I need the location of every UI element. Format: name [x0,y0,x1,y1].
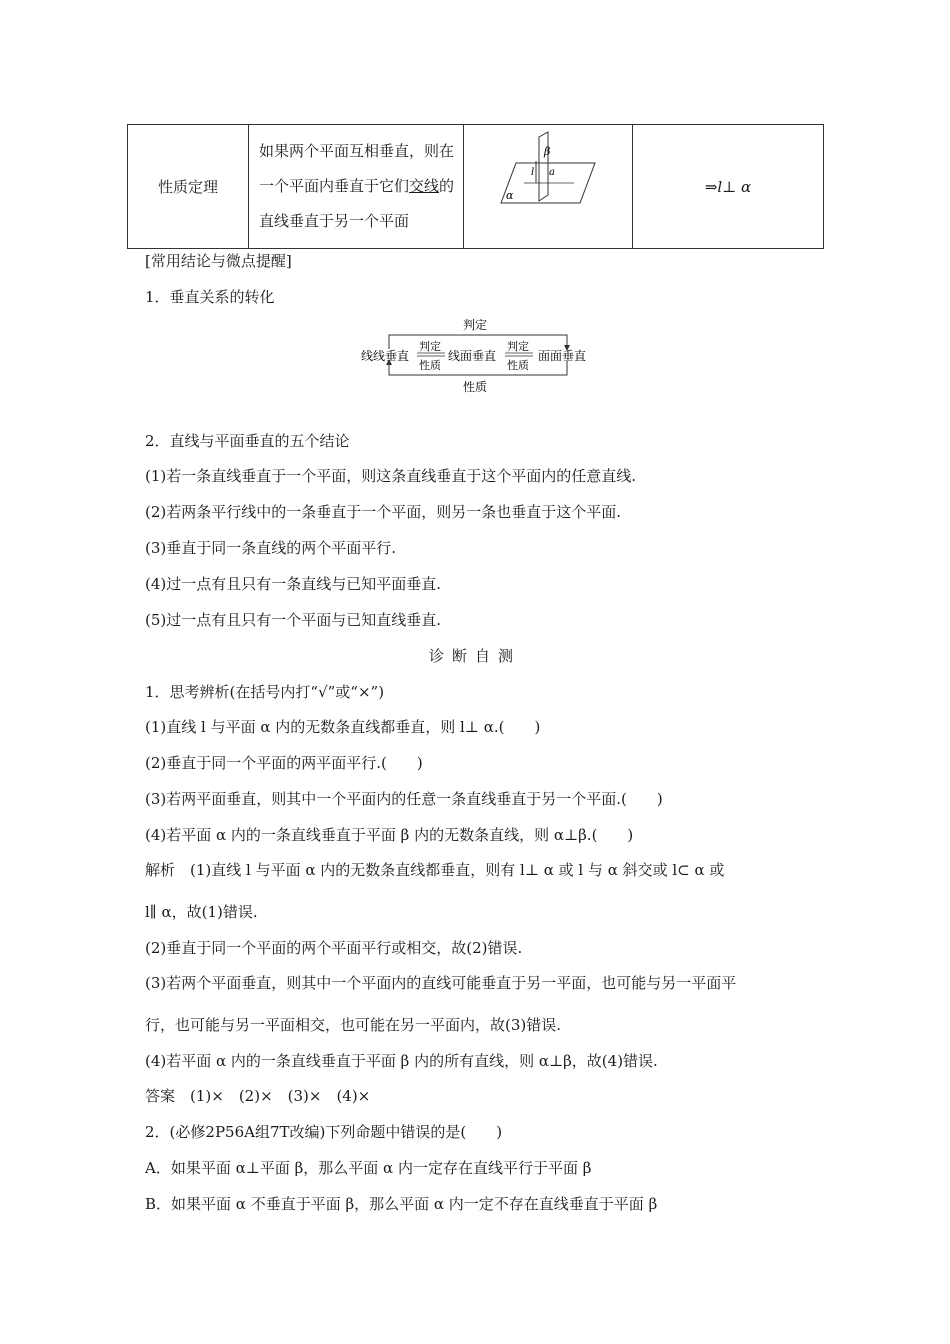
analysis-line: (2)垂直于同一个平面的两个平面平行或相交，故(2)错误. [145,939,523,957]
analysis-line: l∥ α，故(1)错误. [145,903,258,921]
analysis-line: 行，也可能与另一平面相交，也可能在另一平面内，故(3)错误. [145,1016,562,1034]
l-label: l [531,167,535,178]
question-1-item: (1)直线 l 与平面 α 内的无数条直线都垂直，则 l⊥ α.( ) [145,718,541,736]
option-a: A．如果平面 α⊥平面 β，那么平面 α 内一定存在直线平行于平面 β [145,1159,592,1177]
beta-label: β [544,145,551,158]
table-row [128,125,824,249]
arrow1-bottom-label: 性质 [419,359,441,372]
theorem-symbol: ⇒l⊥ α [704,177,752,196]
diagram-bottom-label: 性质 [463,380,488,394]
theorem-description-cell [249,125,464,249]
diagram-top-label: 判定 [463,318,488,332]
conclusion-item: (5)过一点有且只有一个平面与已知直线垂直. [145,611,442,629]
answer-line: 答案 (1)× (2)× (3)× (4)× [145,1087,371,1105]
desc-underlined: 交线 [409,177,440,195]
conclusion-item: (3)垂直于同一条直线的两个平面平行. [145,539,397,557]
item-1-heading: 1．垂直关系的转化 [145,288,275,306]
remarks-title: [常用结论与微点提醒] [145,252,292,270]
question-1-item: (4)若平面 α 内的一条直线垂直于平面 β 内的无数条直线，则 α⊥β.( ) [145,826,634,844]
perpendicular-relations-diagram [355,315,595,397]
question-2-title: 2．(必修2P56A组7T改编)下列命题中错误的是( ) [145,1123,503,1141]
theorem-name-cell [128,125,249,249]
arrow2-bottom-label: 性质 [507,359,529,372]
conclusion-item: (2)若两条平行线中的一条垂直于一个平面，则另一条也垂直于这个平面. [145,503,622,521]
theorem-table [127,124,824,249]
alpha-label: α [506,189,514,202]
perpendicular-planes-figure [464,125,632,244]
theorem-description [249,134,463,239]
conclusion-item: (1)若一条直线垂直于一个平面，则这条直线垂直于这个平面内的任意直线. [145,467,637,485]
conclusion-item: (4)过一点有且只有一条直线与已知平面垂直. [145,575,442,593]
option-b: B．如果平面 α 不垂直于平面 β，那么平面 α 内一定不存在直线垂直于平面 β [145,1195,658,1213]
analysis-line: 解析 (1)直线 l 与平面 α 内的无数条直线都垂直，则有 l⊥ α 或 l 与 α 斜交或 l⊂ α 或 [145,861,725,879]
item-2-heading: 2．直线与平面垂直的五个结论 [145,432,350,450]
question-1-item: (3)若两平面垂直，则其中一个平面内的任意一条直线垂直于另一个平面.( ) [145,790,663,808]
question-1-item: (2)垂直于同一个平面的两平面平行.( ) [145,754,423,772]
theorem-name: 性质定理 [157,178,218,196]
analysis-line: (3)若两个平面垂直，则其中一个平面内的直线可能垂直于另一平面，也可能与另一平面平 [145,974,737,992]
theorem-figure-cell [464,125,633,249]
desc-part: 如果两个平面互相垂直，则在一个平面内垂直于它们 [259,142,455,195]
node-plane-plane: 面面垂直 [538,349,587,363]
arrow1-top-label: 判定 [419,340,441,353]
arrow2-top-label: 判定 [507,340,529,353]
question-1-title: 1．思考辨析(在括号内打“√”或“×”) [145,683,385,701]
a-label: a [549,167,555,178]
analysis-line: (4)若平面 α 内的一条直线垂直于平面 β 内的所有直线，则 α⊥β，故(4)错误. [145,1052,658,1070]
theorem-symbol-cell [633,125,824,249]
node-line-line: 线线垂直 [361,349,410,363]
desc-part: 的直线垂直于另一个平面 [259,177,455,230]
section-title: 诊断自测 [428,647,521,665]
node-line-plane: 线面垂直 [448,349,497,363]
